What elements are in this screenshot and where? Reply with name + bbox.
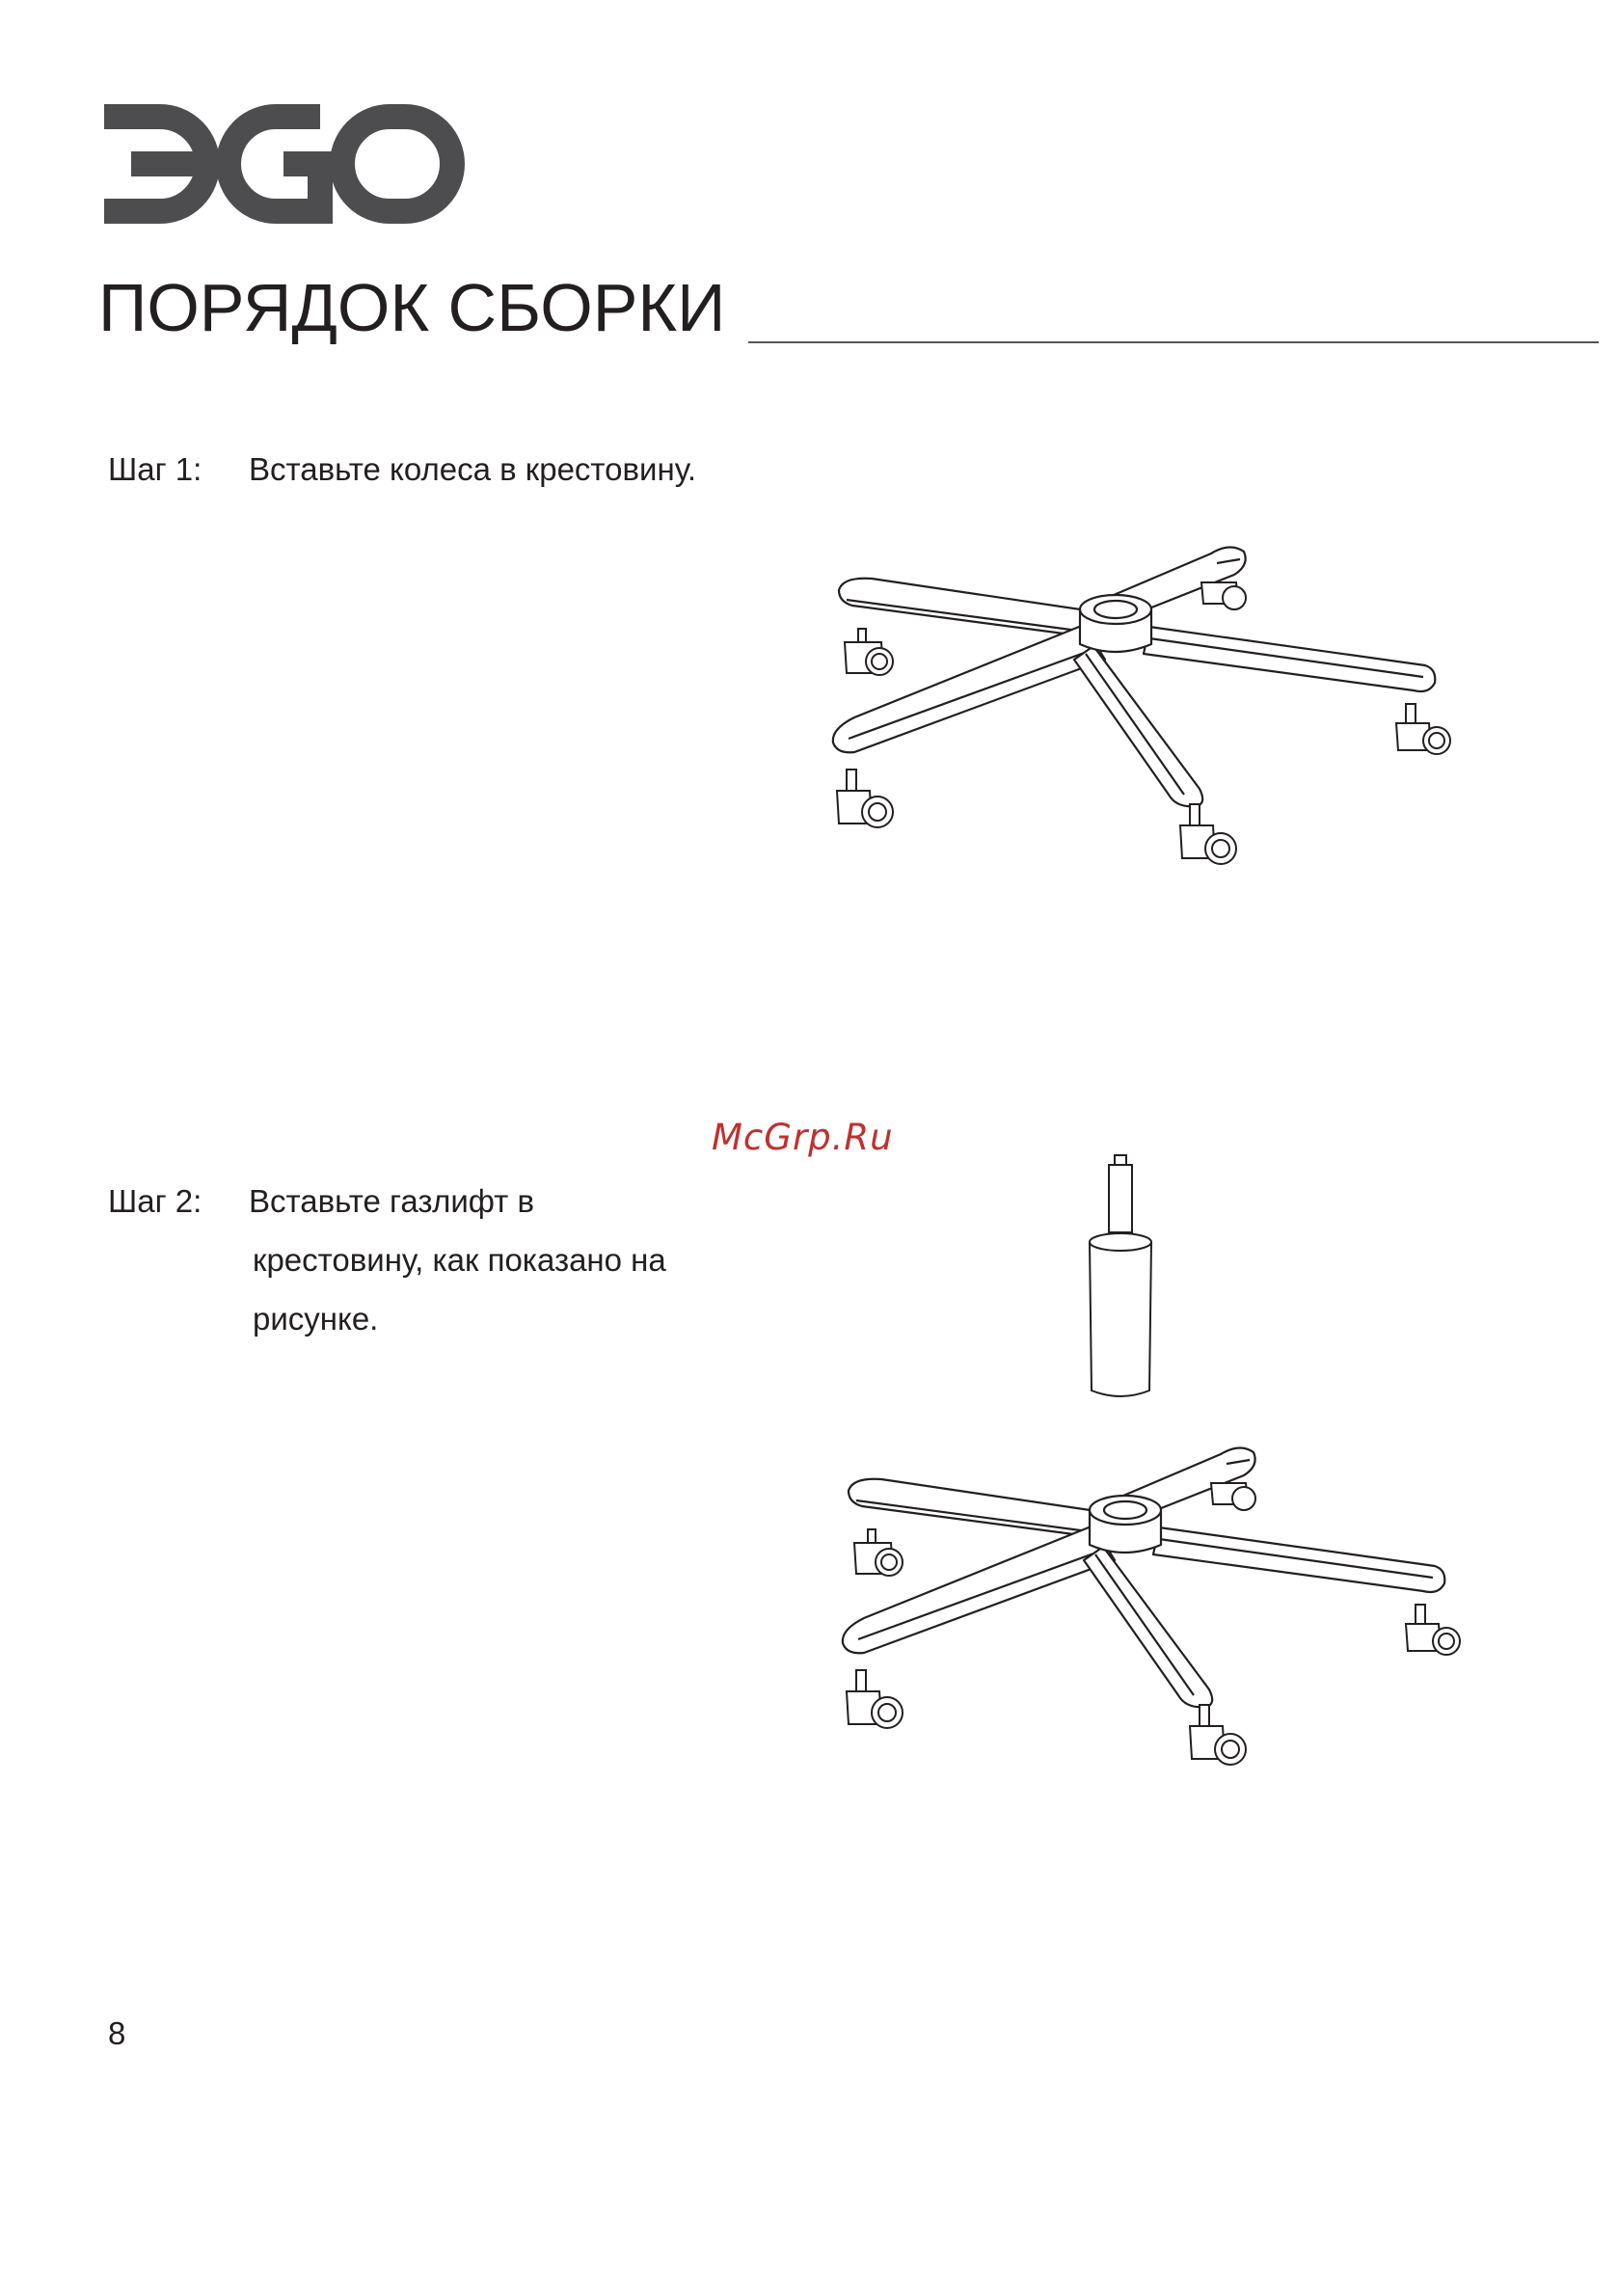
step-1-line: Вставьте колеса в крестовину. (249, 451, 697, 487)
step-1-text (249, 440, 696, 499)
step-2-line: крестовину, как показано на (253, 1242, 666, 1278)
title-divider (748, 341, 1599, 343)
step-1-number: Шаг 1: (108, 451, 202, 487)
chair-base-with-casters-icon (825, 532, 1466, 891)
gas-lift-illustration (1080, 1153, 1161, 1400)
chair-base-illustration-step-2 (835, 1433, 1475, 1792)
step-2-number: Шаг 2: (108, 1183, 202, 1219)
watermark: McGrp.Ru (712, 1117, 894, 1158)
brand-logo (104, 104, 465, 224)
page-title: ПОРЯДОК СБОРКИ (98, 270, 726, 345)
chair-base-illustration-step-1 (825, 532, 1466, 891)
gas-lift-icon (1080, 1153, 1161, 1400)
step-2-line: Вставьте газлифт в (249, 1183, 535, 1219)
step-2-line: рисунке. (253, 1301, 379, 1337)
page-number: 8 (108, 2015, 126, 2051)
logo-icon (104, 104, 465, 224)
step-2-text (249, 1172, 666, 1348)
chair-base-with-casters-icon (835, 1433, 1475, 1792)
